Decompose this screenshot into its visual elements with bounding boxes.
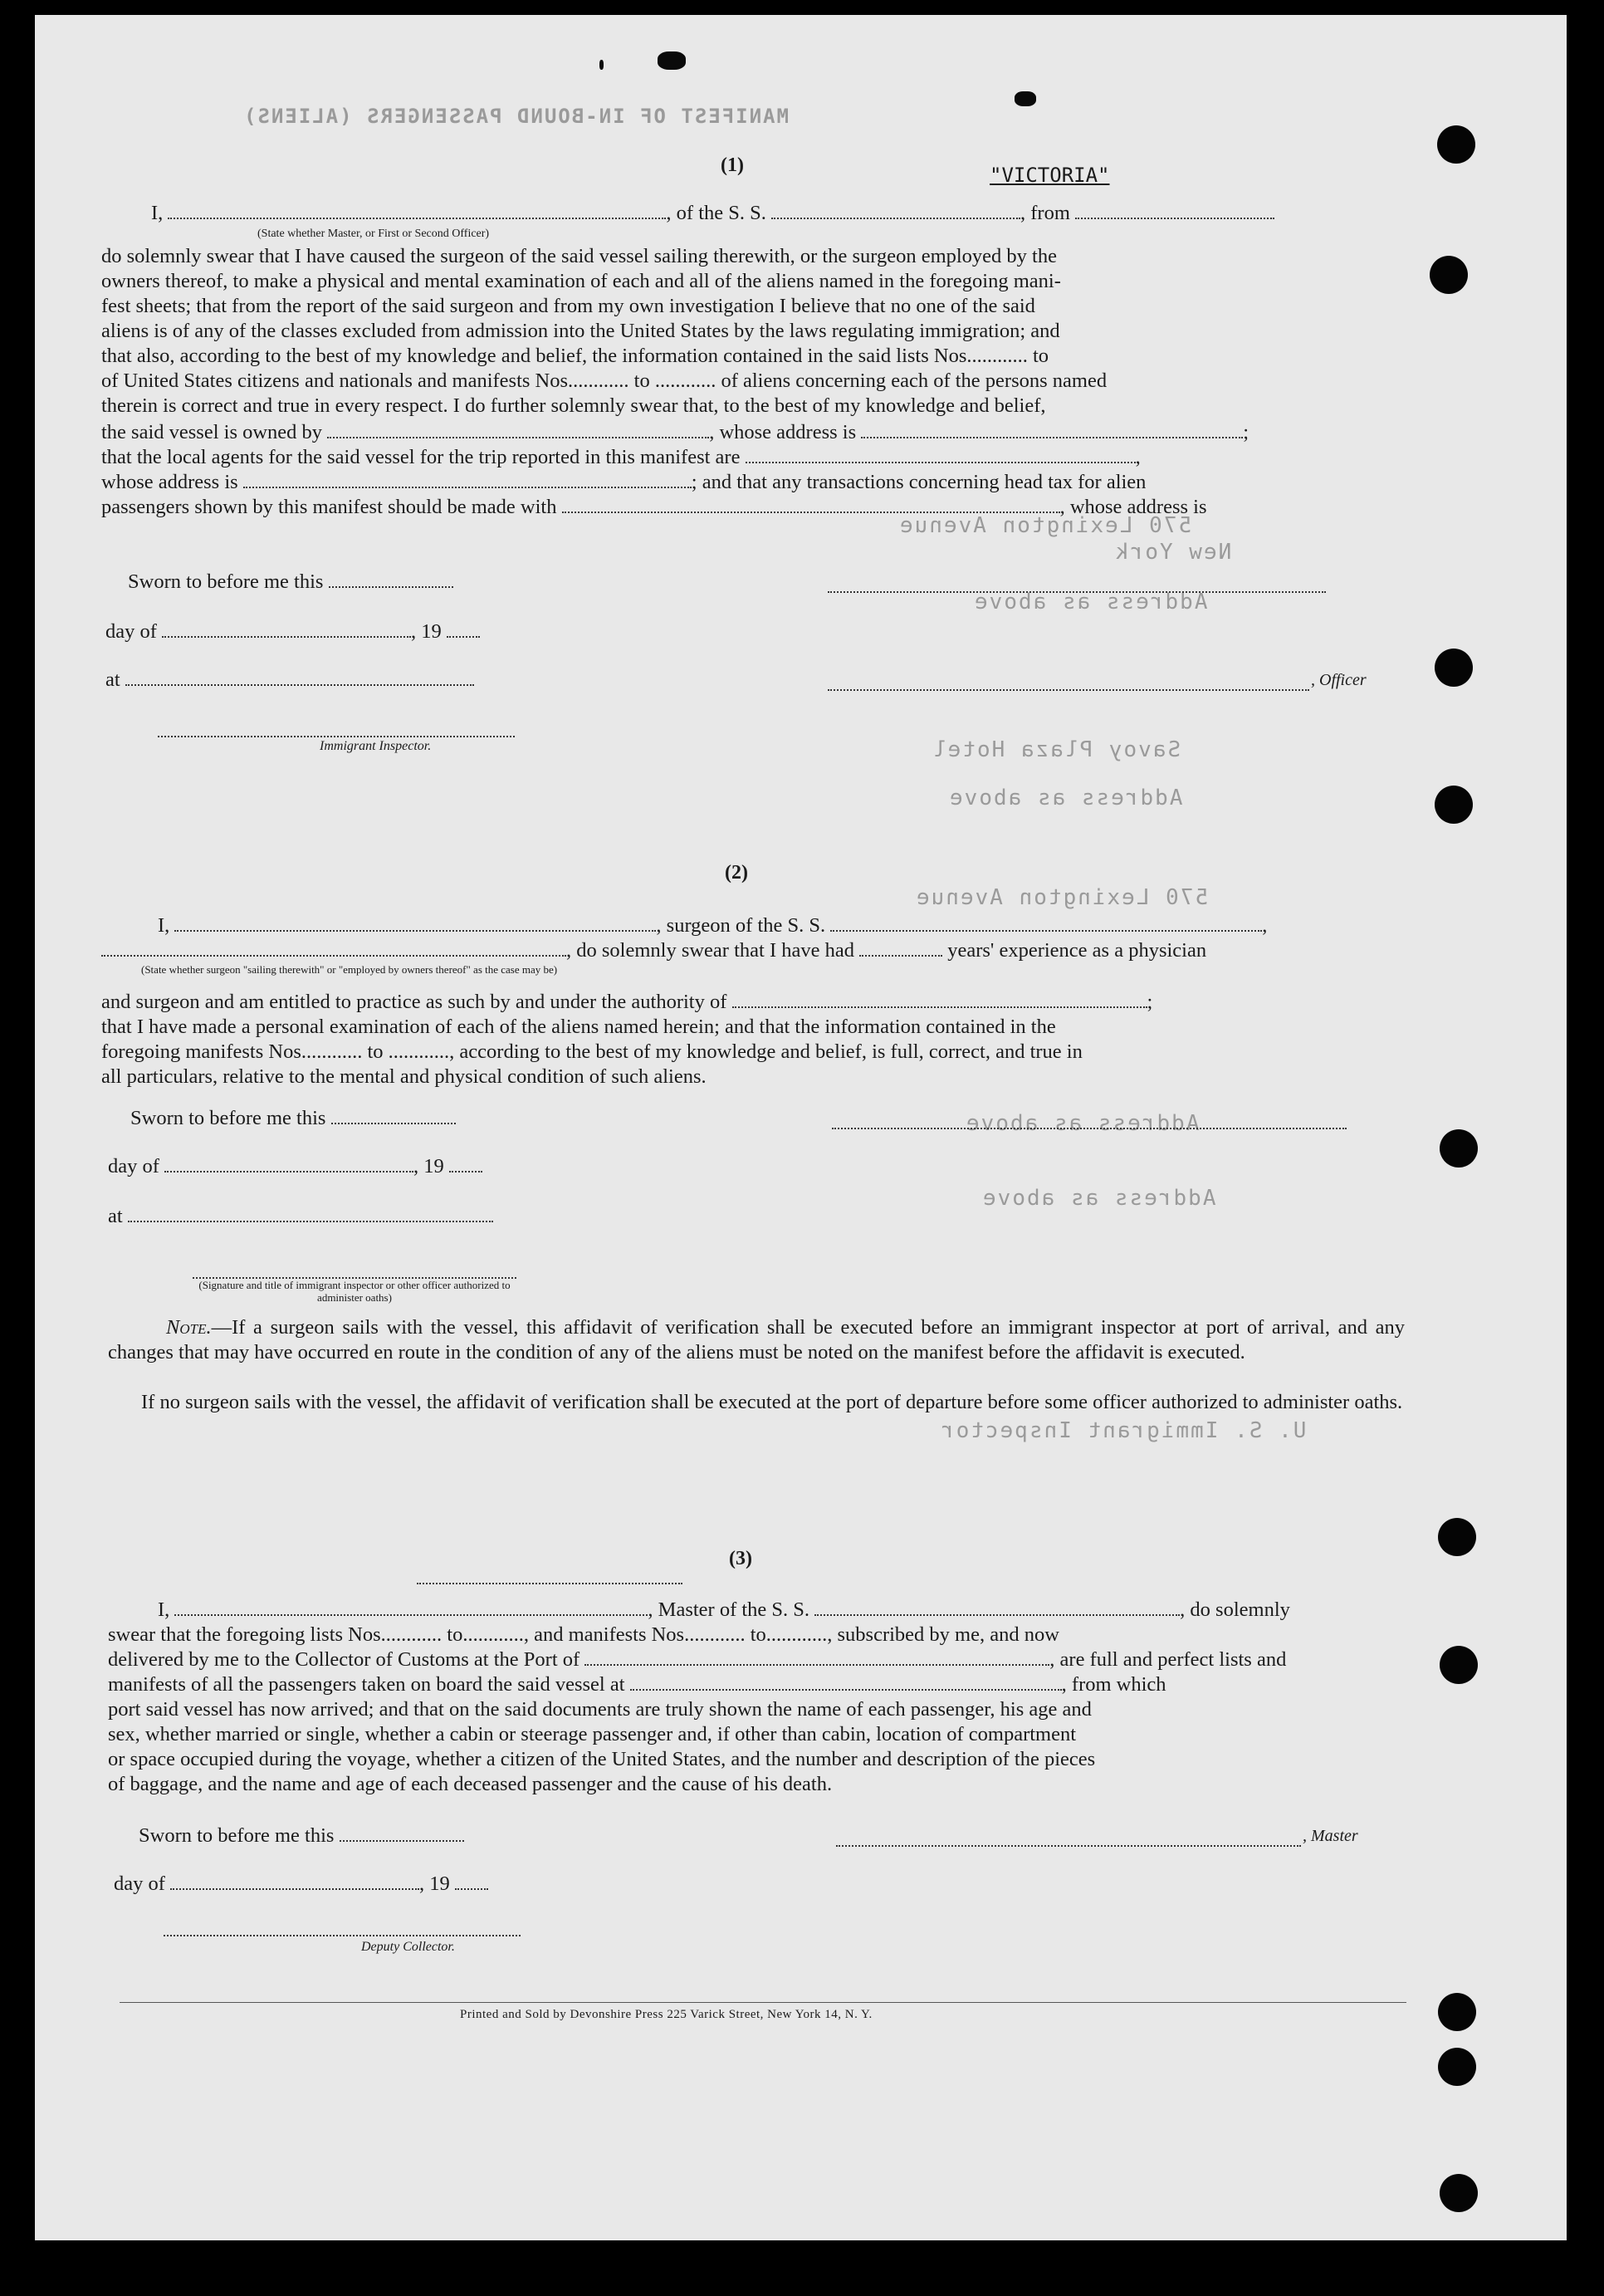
sworn-date-field[interactable] [340,1824,464,1842]
oath-line: therein is correct and true in every respect. I do further solemnly swear that, to the best of my knowledge and belief, [101,394,1046,417]
day-of-line-1 [105,619,480,644]
oath-line: swear that the foregoing lists Nos............ to............, and manifests Nos............ to............, subscribed by me, and now [108,1623,1059,1646]
label-sworn: Sworn to before me this [128,570,324,593]
punch-hole [1435,786,1473,824]
punch-hole [1430,256,1468,294]
footer-rule [120,2002,1406,2003]
master-signature-field[interactable] [836,1828,1301,1847]
oath-line: owners thereof, to make a physical and mental examination of each and all of the aliens named in the foregoing mani- [101,270,1061,292]
manifest-page [35,15,1567,2240]
officer-signature-field[interactable] [828,673,1309,691]
bleed-through-text: 570 Lexington Avenue [915,885,1209,910]
label-sworn: Sworn to before me this [130,1107,326,1129]
label-authority: and surgeon and am entitled to practice as such by and under the authority of [101,991,727,1013]
agent-address-line [101,470,1146,495]
label-sworn: Sworn to before me this [139,1824,335,1847]
section-2-number: (2) [725,862,748,884]
oath-line: do solemnly swear that I have caused the surgeon of the said vessel sailing therewith, or the surgeon employed by the [101,245,1057,267]
printer-credit: Printed and Sold by Devonshire Press 225 Varick Street, New York 14, N. Y. [460,2008,873,2021]
surgeon-signature-field[interactable] [832,1111,1347,1129]
oath-line: sex, whether married or single, whether a cabin or steerage passenger and, if other than cabin, location of compartment [108,1723,1077,1745]
oath-line: of baggage, and the name and age of each deceased passenger and the cause of his death. [108,1773,833,1795]
at-line-2 [108,1204,493,1229]
sworn-date-field[interactable] [331,1106,456,1124]
surgeon-caption: (State whether surgeon "sailing therewith" or "employed by owners thereof" as the case may be) [141,963,558,976]
authority-field[interactable] [732,990,1147,1008]
vessel-name-stamp: "VICTORIA" [990,164,1110,187]
surgeon-line: I, , surgeon of the S. S. , [158,914,1268,937]
head-tax-contact-field[interactable] [562,495,1060,513]
sworn-line-2 [130,1106,456,1131]
day-of-line-3 [114,1872,488,1897]
label-local-agents: that the local agents for the said vessel for the trip reported in this manifest are [101,446,741,468]
bleed-through-text: Address as above [981,1186,1216,1211]
oath-line: or space occupied during the voyage, whether a citizen of the United States, and the number and description of the pieces [108,1748,1096,1770]
bleed-through-text: MANIFEST OF IN-BOUND PASSENGERS (ALIENS) [242,105,789,128]
label-do-solemnly: , do solemnly swear that I have had [566,939,854,962]
punch-hole [1438,1518,1476,1556]
oath-line: aliens is of any of the classes excluded from admission into the United States by the laws regulating immigration; and [101,320,1060,342]
label-collector: delivered by me to the Collector of Customs at the Port of [108,1648,580,1671]
label-year: , 19 [419,1873,450,1895]
signature-field[interactable] [828,575,1326,593]
note-paragraph [108,1315,1405,1365]
label-years-experience: years' experience as a physician [947,939,1207,962]
section-3-number: (3) [729,1548,752,1569]
label-do-solemnly: , do solemnly [1180,1598,1290,1621]
owner-field[interactable] [327,420,709,438]
section-2-oath [101,1015,1405,1089]
label-taken-on-board: manifests of all the passengers taken on board the said vessel at [108,1673,625,1696]
note-label: Note. [166,1316,212,1339]
punch-hole [1440,2174,1478,2212]
surgeon-name-field[interactable] [174,913,656,932]
oath-line: port said vessel has now arrived; and that on the said documents are truly shown the name of each passenger, his age and [108,1698,1092,1721]
ink-mark [658,51,686,70]
bleed-through-text: Address as above [948,786,1183,810]
section-3-oath-a [108,1623,1405,1647]
sworn-line-3 [139,1824,464,1848]
note-body-2: If no surgeon sails with the vessel, the affidavit of verification shall be executed at the port of departure before some officer authorized to administer oaths. [141,1391,1403,1413]
day-of-field[interactable] [162,619,411,638]
ink-mark [1015,91,1036,106]
label-from: , from [1020,202,1070,224]
label-day-of: day of [108,1155,159,1177]
punch-hole [1440,1646,1478,1684]
year-field[interactable] [447,619,480,638]
label-day-of: day of [105,620,157,643]
label-deputy-collector: Deputy Collector. [361,1940,455,1954]
oath-line: that I have made a personal examination of each of the aliens named herein; and that the information contained in the [101,1016,1056,1038]
label-i: I, [158,914,170,937]
master-line [151,201,1274,226]
bleed-through-text: Savoy Plaza Hotel [932,737,1181,762]
note-body: —If a surgeon sails with the vessel, this affidavit of verification shall be executed before an immigrant inspector at port of arrival, and any changes that may have occurred en route in the condition of any of the aliens must be noted on the manifest before the affidavit is executed. [108,1316,1405,1363]
label-passengers-shown: passengers shown by this manifest should be made with [101,496,557,518]
from-port-field[interactable] [1075,201,1274,219]
label-whose-address-3: , whose address is [1059,496,1207,518]
punch-hole [1440,1129,1478,1168]
label-whose-address-2: whose address is [101,471,238,493]
bleed-through-text: New York [1114,540,1232,565]
label-owned-by: the said vessel is owned by [101,421,323,443]
surgeon-vessel-field[interactable] [830,913,1262,932]
surgeon-type-field[interactable] [101,938,566,957]
ink-mark [599,60,604,70]
signature-caption: (Signature and title of immigrant inspector or other officer authorized to administer oaths) [198,1279,511,1304]
bleed-through-text: 570 Lexington Avenue [898,513,1192,538]
punch-hole [1435,649,1473,687]
master-name-field[interactable] [174,1598,648,1616]
local-agents-line: that the local agents for the said vessel for the trip reported in this manifest are , [101,446,1141,468]
vessel-name-field[interactable] [771,201,1020,219]
taken-on-board-line [108,1672,1166,1697]
master-line-3 [158,1598,1290,1623]
label-whose-address: , whose address is [709,421,857,443]
owned-by-line: the said vessel is owned by , whose address is ; [101,421,1249,443]
section-3-oath-b [108,1697,1405,1797]
label-officer: , Officer [1311,671,1367,689]
section-1-oath [101,244,1398,419]
sworn-line-1 [128,570,453,595]
at-place-field[interactable] [125,668,474,686]
port-field[interactable] [584,1647,1049,1666]
label-surgeon-of: , surgeon of the S. S. [656,914,826,937]
agents-field[interactable] [746,445,1136,463]
oath-line: of United States citizens and nationals and manifests Nos............ to ............ of aliens concerning each of the persons named [101,370,1108,392]
punch-hole [1438,1993,1476,2031]
blank-field [417,1566,682,1584]
year-field[interactable] [455,1872,488,1890]
label-head-tax: ; and that any transactions concerning head tax for alien [691,471,1147,493]
label-i: I, [158,1598,170,1621]
label-at: at [105,668,120,691]
owner-address-field[interactable] [861,420,1243,438]
note-paragraph-2 [108,1390,1405,1415]
label-immigrant-inspector: Immigrant Inspector. [320,739,432,753]
label-master: , Master [1303,1827,1358,1845]
vessel-name-field[interactable] [814,1598,1180,1616]
port-line [108,1647,1286,1672]
experience-line [101,938,1206,963]
punch-hole [1438,2048,1476,2086]
label-full-perfect: , are full and perfect lists and [1049,1648,1287,1671]
day-of-field[interactable] [164,1154,413,1172]
deputy-signature-field[interactable] [164,1918,521,1936]
label-of-ss: , of the S. S. [666,202,766,224]
punch-hole [1437,125,1475,164]
section-1-number: (1) [721,154,744,176]
label-master-of: , Master of the S. S. [648,1598,810,1621]
label-day-of: day of [114,1873,165,1895]
label-at: at [108,1205,123,1227]
at-place-field[interactable] [128,1204,493,1222]
bleed-through-text: U. S. Immigrant Inspector [940,1418,1307,1443]
at-line-1 [105,668,474,693]
years-field[interactable] [859,938,942,957]
oath-line: foregoing manifests Nos............ to ............, according to the best of my knowledge and belief, is full, correct, and true in [101,1040,1083,1063]
label-year: , 19 [413,1155,444,1177]
master-caption: (State whether Master, or First or Second Officer) [257,228,490,240]
bleed-through-text: Address as above [965,1111,1200,1136]
passengers-line [101,495,1207,520]
year-field[interactable] [449,1154,482,1172]
agent-address-field[interactable] [243,470,692,488]
day-of-field[interactable] [170,1872,419,1890]
oath-line: fest sheets; that from the report of the said surgeon and from my own investigation I believe that no one of the said [101,295,1035,317]
oath-line: that also, according to the best of my knowledge and belief, the information contained in the said lists Nos............ to [101,345,1049,367]
label-i: I, [151,202,164,224]
authority-line: and surgeon and am entitled to practice as such by and under the authority of ; [101,991,1153,1013]
day-of-line-2 [108,1154,482,1179]
master-name-field[interactable] [168,201,666,219]
sworn-date-field[interactable] [329,570,453,588]
embark-port-field[interactable] [630,1672,1062,1691]
label-from-which: , from which [1061,1673,1166,1696]
bleed-through-text: Address as above [973,590,1208,614]
inspector-signature-field[interactable] [193,1261,516,1279]
label-year: , 19 [411,620,442,643]
inspector-signature-field[interactable] [158,719,515,737]
oath-line: all particulars, relative to the mental and physical condition of such aliens. [101,1065,707,1088]
